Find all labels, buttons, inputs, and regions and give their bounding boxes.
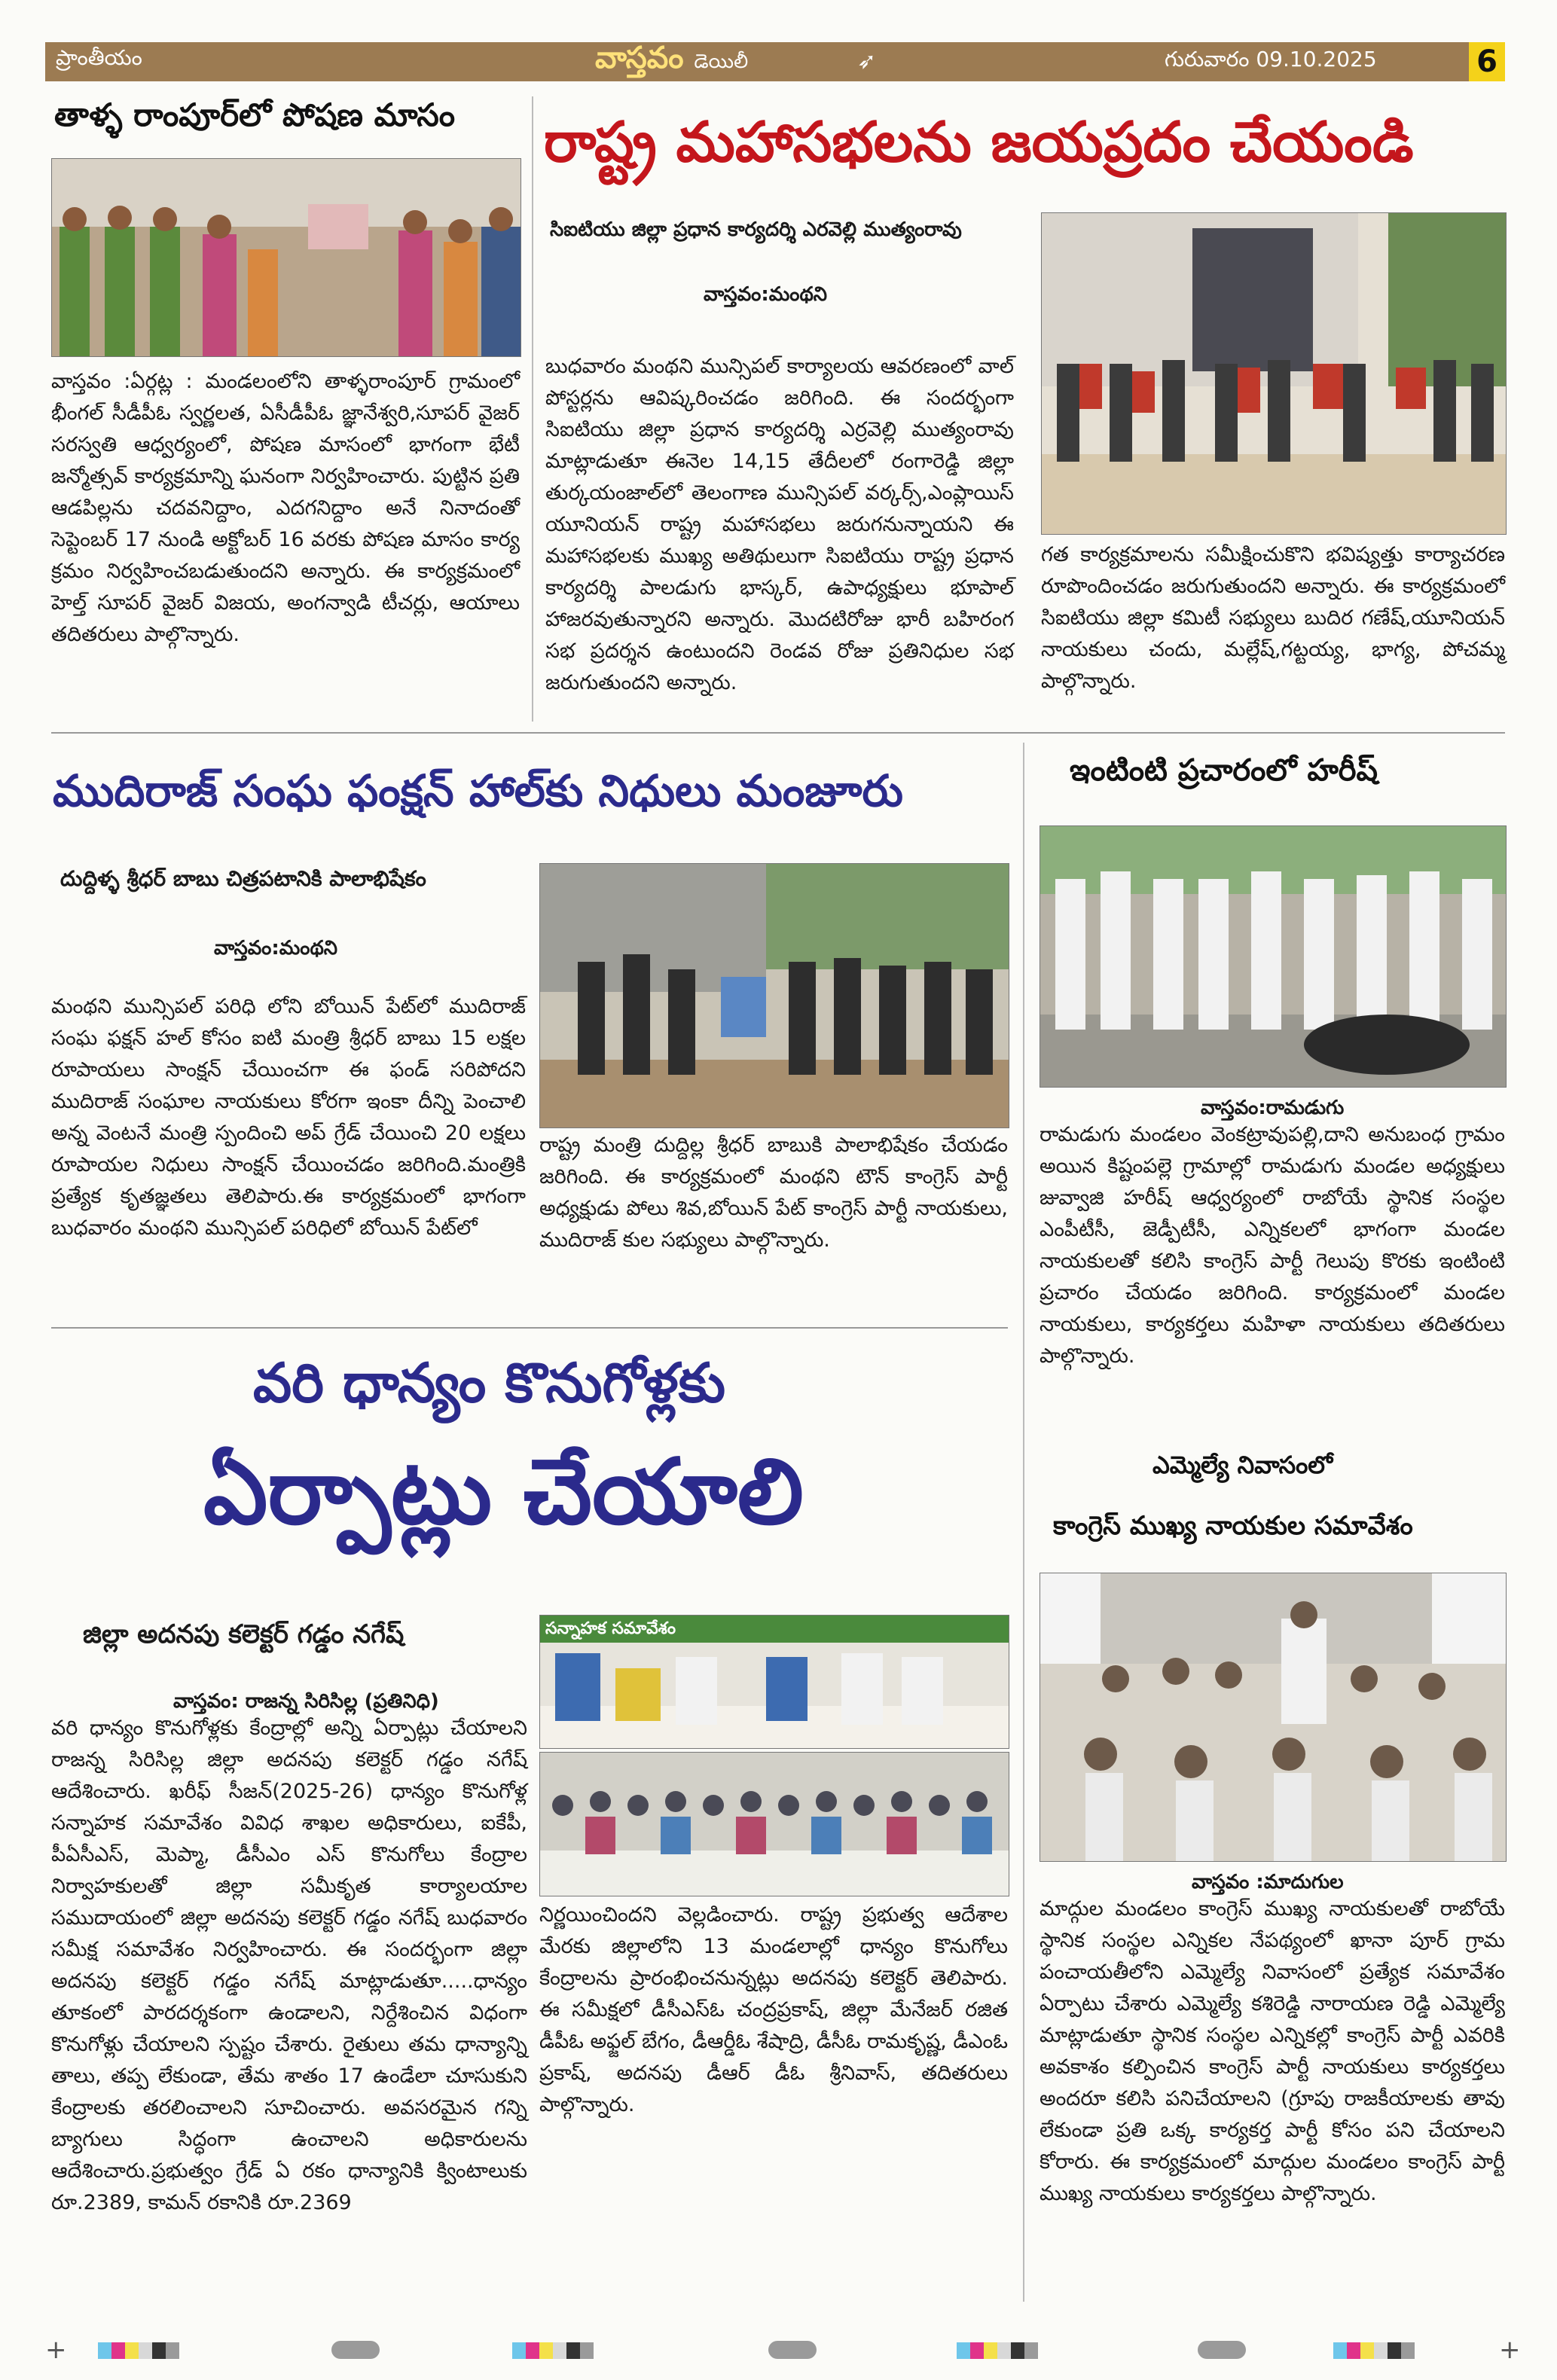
story1-photo <box>51 158 521 357</box>
registration-pill <box>331 2341 380 2359</box>
story6-body: మాద్గుల మండలం కాంగ్రెస్ ముఖ్య నాయకులతో రాబోయే స్థానిక సంస్థల ఎన్నికల నేపథ్యంలో ఖానా పూర్ గ్రామ పంచాయతీలోని ఎమ్మెల్యే నివాసంలో ప్రత్యేక సమావేశం ఏర్పాటు చేశారు ఎమ్మెల్యే కశిరెడ్డి నారాయణ రెడ్డి ఎమ్మెల్యే మాట్లాడుతూ స్థానిక సంస్థల ఎన్నికల్లో కాంగ్రెస్ పార్టీ ఎవరికి అవకాశం కల్పించిన కాంగ్రెస్ పార్టీ నాయకులు కార్యకర్తలు అందరూ కలిసి పనిచేయాలని (గ్రూపు రాజకీయాలకు తావు లేకుండా ప్రతి ఒక్క కార్యకర్త పార్టీ కోసం పని చేయాలని కోరారు. ఈ కార్యక్రమంలో మాద్గుల మండలం కాంగ్రెస్ పార్టీ ముఖ్య నాయకులు కార్యకర్తలు పాల్గొన్నారు. <box>1040 1897 1505 2205</box>
crosshair-icon: + <box>45 2335 67 2365</box>
story1-body: వాస్తవం :ఏర్గట్ల : మండలంలోని తాళ్ళరాంపూర్ గ్రామంలో భీంగల్ సీడీపీఓ స్వర్ణలత, ఏసీడీపీఓ జ్ఞానేశ్వరి,సూపర్ వైజర్ సరస్వతి ఆధ్వర్యంలో, పోషణ మాసంలో భాగంగా భేటీ జన్మోత్సవ్ కార్యక్రమాన్ని ఘనంగా నిర్వహించారు. పుట్టిన ప్రతి ఆడపిల్లను చదవనిద్దాం, ఎదగనిద్దాం అనే నినాదంతో సెప్టెంబర్ 17 నుండి అక్టోబర్ 16 వరకు పోషణ మాసం కార్య క్రమం నిర్వహించబడుతుందని అన్నారు. ఈ కార్యక్రమంలో హెల్త్ సూపర్ వైజర్ విజయ, అంగన్వాడి టీచర్లు, ఆయాలు తదితరులు పాల్గొన్నారు. <box>51 370 520 646</box>
section-divider <box>51 732 1505 734</box>
story2-headline: రాష్ట్ర మహాసభలను జయప్రదం చేయండి <box>544 110 1414 175</box>
registration-pill <box>768 2341 817 2359</box>
story2-body: బుధవారం మంథని మున్సిపల్ కార్యాలయ ఆవరణంలో వాల్ పోస్టర్లను ఆవిష్కరించడం జరిగింది. ఈ సందర్భంగా సిఐటియు జిల్లా ప్రధాన కార్యదర్శి ఎర్రవెల్లి ముత్యంరావు మాట్లాడుతూ ఈనెల 14,15 తేదీలలో రంగారెడ్డి జిల్లా తుర్కయంజాల్‌లో తెలంగాణ మున్సిపల్ వర్కర్స్,ఎంప్లాయిస్ యూనియన్ రాష్ట్ర మహాసభలు జరుగనున్నాయని ఈ మహాసభలకు ముఖ్య అతిథులుగా సిఐటియు రాష్ట్ర ప్రధాన కార్యదర్శి పాలడుగు భాస్కర్, ఉపాధ్యక్షులు భూపాల్ హాజరవుతున్నారని అన్నారు. మొదటిరోజు భారీ బహిరంగ సభ ప్రదర్శన ఉంటుందని రెండవ రోజు ప్రతినిధుల సభ జరుగుతుందని అన్నారు. <box>545 355 1014 694</box>
story4-dateline: వాస్తవం:రామడుగు <box>1201 1097 1345 1119</box>
story2-caption: గత కార్యక్రమాలను సమీక్షించుకొని భవిష్యత్తు కార్యాచరణ రూపొందించడం జరుగుతుందని అన్నారు. ఈ కార్యక్రమంలో సిఐటియు జిల్లా కమిటీ సభ్యులు బుదిర గణేష్,యూనియన్ నాయకులు చందు, మల్లేష్,గట్టయ్య, భాగ్య, పోచమ్మ పాల్గొన్నారు. <box>1041 543 1505 693</box>
story3-photo <box>539 863 1009 1128</box>
story6-photo <box>1040 1573 1507 1862</box>
color-bar <box>98 2342 179 2359</box>
story5-headline-line2: ఏర్పాట్లు చేయాలి <box>203 1440 804 1545</box>
color-bar <box>512 2342 594 2359</box>
story4-photo <box>1040 825 1507 1088</box>
story1-headline: తాళ్ళ రాంపూర్‌లో పోషణ మాసం <box>54 96 455 133</box>
story3-caption: రాష్ట్ర మంత్రి దుద్దిల్ల శ్రీధర్ బాబుకి పాలాభిషేకం చేయడం జరిగింది. ఈ కార్యక్రమంలో మంథని టౌన్ కాంగ్రెస్ పార్టీ అధ్యక్షుడు పోలు శివ,బోయిన్ పేట్ కాంగ్రెస్ పార్టీ నాయకులు, ముదిరాజ్ కుల సభ్యులు పాల్గొన్నారు. <box>539 1134 1008 1252</box>
story5-headline-line1: వరి ధాన్యం కొనుగోళ్లకు <box>253 1351 726 1414</box>
story6-dateline: వాస్తవం :మాదుగుల <box>1192 1871 1344 1893</box>
story5-caption: నిర్ణయించిందని వెల్లడించారు. రాష్ట్ర ప్రభుత్వ ఆదేశాల మేరకు జిల్లాలోని 13 మండలాల్లో ధాన్యం కొనుగోలు కేంద్రాలను ప్రారంభించనున్నట్లు అదనపు కలెక్టర్ తెలిపారు. ఈ సమీక్షలో డీసీఎస్ఓ చంద్రప్రకాష్, జిల్లా మేనేజర్ రజిత డీపీఓ అఫ్జల్ బేగం, డీఆర్డీఓ శేషాద్రి, డీసీఓ రామకృష్ణ, డీఎంఓ ప్రకాష్, అదనపు డీఆర్ డీఓ శ్రీనివాస్, తదితరులు పాల్గొన్నారు. <box>539 1903 1008 2116</box>
bird-icon: ➶ <box>857 48 877 75</box>
story5-photo-bottom <box>539 1752 1009 1896</box>
color-bar <box>957 2342 1038 2359</box>
column-divider <box>532 96 533 722</box>
story5-banner: సన్నాహక సమావేశం <box>545 1619 676 1638</box>
story4-body: రామడుగు మండలం వెంకట్రావుపల్లి,దాని అనుబంధ గ్రామం అయిన కిష్టంపల్లె గ్రామాల్లో రామడుగు మండల అధ్యక్షులు జువ్వాజి హరీష్ ఆధ్వర్యంలో రాబోయే స్థానిక సంస్థల ఎంపీటీసీ, జెడ్పీటీసీ, ఎన్నికలలో భాగంగా మండల నాయకులతో కలిసి కాంగ్రెస్ పార్టీ గెలుపు కొరకు ఇంటింటి ప్రచారం చేయడం జరిగింది. కార్యక్రమంలో మండల నాయకులు, కార్యకర్తలు మహిళా నాయకులు తదితరులు పాల్గొన్నారు. <box>1040 1123 1505 1368</box>
story5-dateline: వాస్తవం: రాజన్న సిరిసిల్ల (ప్రతినిధి) <box>173 1690 439 1713</box>
section-divider-2 <box>51 1327 1008 1329</box>
story5-subhead: జిల్లా అదనపు కలెక్టర్ గడ్డం నగేష్ <box>83 1619 405 1649</box>
color-bar <box>1333 2342 1415 2359</box>
column-divider-right <box>1023 743 1024 2302</box>
story5-body: వరి ధాన్యం కొనుగోళ్లకు కేంద్రాల్లో అన్ని ఏర్పాట్లు చేయాలని రాజన్న సిరిసిల్ల జిల్లా అదనపు కలెక్టర్ గడ్డం నగేష్ ఆదేశించారు. ఖరీఫ్ సీజన్(2025-26) ధాన్యం కొనుగోళ్ల సన్నాహక సమావేశం వివిధ శాఖల అధికారులు, ఐకేపీ, పీఏసీఎస్, మెప్మా, డీసీఎం ఎస్ కొనుగోలు కేంద్రాల నిర్వాహకులతో జిల్లా సమీకృత కార్యాలయాల సముదాయంలో జిల్లా అదనపు కలెక్టర్ గడ్డం నగేష్ బుధవారం సమీక్ష సమావేశం నిర్వహించారు. ఈ సందర్భంగా జిల్లా అదనపు కలెక్టర్ గడ్డం నగేష్ మాట్లాడుతూ.....ధాన్యం తూకంలో పారదర్శకంగా ఉండాలని, నిర్దేశించిన విధంగా కొనుగోళ్లు చేయాలని స్పష్టం చేశారు. రైతులు తమ ధాన్యాన్ని తాలు, తప్ప లేకుండా, తేమ శాతం 17 ఉండేలా చూసుకుని కేంద్రాలకు తరలించాలని సూచించారు. అవసరమైన గన్ని బ్యాగులు సిద్ధంగా ఉంచాలని అధికారులను ఆదేశించారు.ప్రభుత్వం గ్రేడ్ ఏ రకం ధాన్యానికి క్వింటాలుకు రూ.2389, కామన్ రకానికి రూ.2369 <box>51 1716 527 2214</box>
masthead-logo: వాస్తవం డెయిలీ <box>595 41 749 75</box>
story4-headline: ఇంటింటి ప్రచారంలో హరీష్ <box>1070 753 1378 788</box>
story3-body: మంథని మున్సిపల్ పరిధి లోని బోయిన్ పేట్‌లో ముదిరాజ్ సంఘ ఫక్షన్ హల్ కోసం ఐటి మంత్రి శ్రీధర్ బాబు 15 లక్షల రూపాయలు సాంక్షన్ చేయించగా ఈ ఫండ్ సరిపోదని ముదిరాజ్ సంఘాల నాయకులు కోరగా ఇంకా దీన్ని పెంచాలి అన్న వెంటనే మంత్రి స్పందించి అప్ గ్రేడ్ చేయించి 20 లక్షలు రూపాయల నిధులు సాంక్షన్ చేయించడం జరిగింది.మంత్రికి ప్రత్యేక కృతజ్ఞతలు తెలిపారు.ఈ కార్యక్రమంలో భాగంగా బుధవారం మంథని మున్సిపల్ పరిధిలో బోయిన్ పేట్‌లో <box>51 995 526 1240</box>
page-number: 6 <box>1469 42 1505 81</box>
story3-subhead: దుద్దిళ్ళ శ్రీధర్ బాబు చిత్రపటానికి పాలాభిషేకం <box>60 866 426 891</box>
story3-headline: ముదిరాజ్ సంఘ ఫంక్షన్ హాల్‌కు నిధులు మంజూరు <box>53 765 903 816</box>
story2-dateline: వాస్తవం:మంథని <box>704 283 828 306</box>
crosshair-icon: + <box>1499 2335 1521 2365</box>
issue-date: గురువారం 09.10.2025 <box>1165 47 1377 72</box>
section-label: ప్రాంతీయం <box>56 45 142 70</box>
story3-dateline: వాస్తవం:మంథని <box>214 937 338 960</box>
story6-headline: కాంగ్రెస్ ముఖ్య నాయకుల సమావేశం <box>1053 1511 1413 1541</box>
story6-kicker: ఎమ్మెల్యే నివాసంలో <box>1152 1451 1333 1479</box>
masthead-logo-sub: డెయిలీ <box>694 50 749 73</box>
registration-pill <box>1198 2341 1246 2359</box>
story2-photo <box>1041 212 1507 535</box>
story2-subhead: సిఐటియు జిల్లా ప్రధాన కార్యదర్శి ఎరవెల్లి ముత్యంరావు <box>550 218 962 241</box>
